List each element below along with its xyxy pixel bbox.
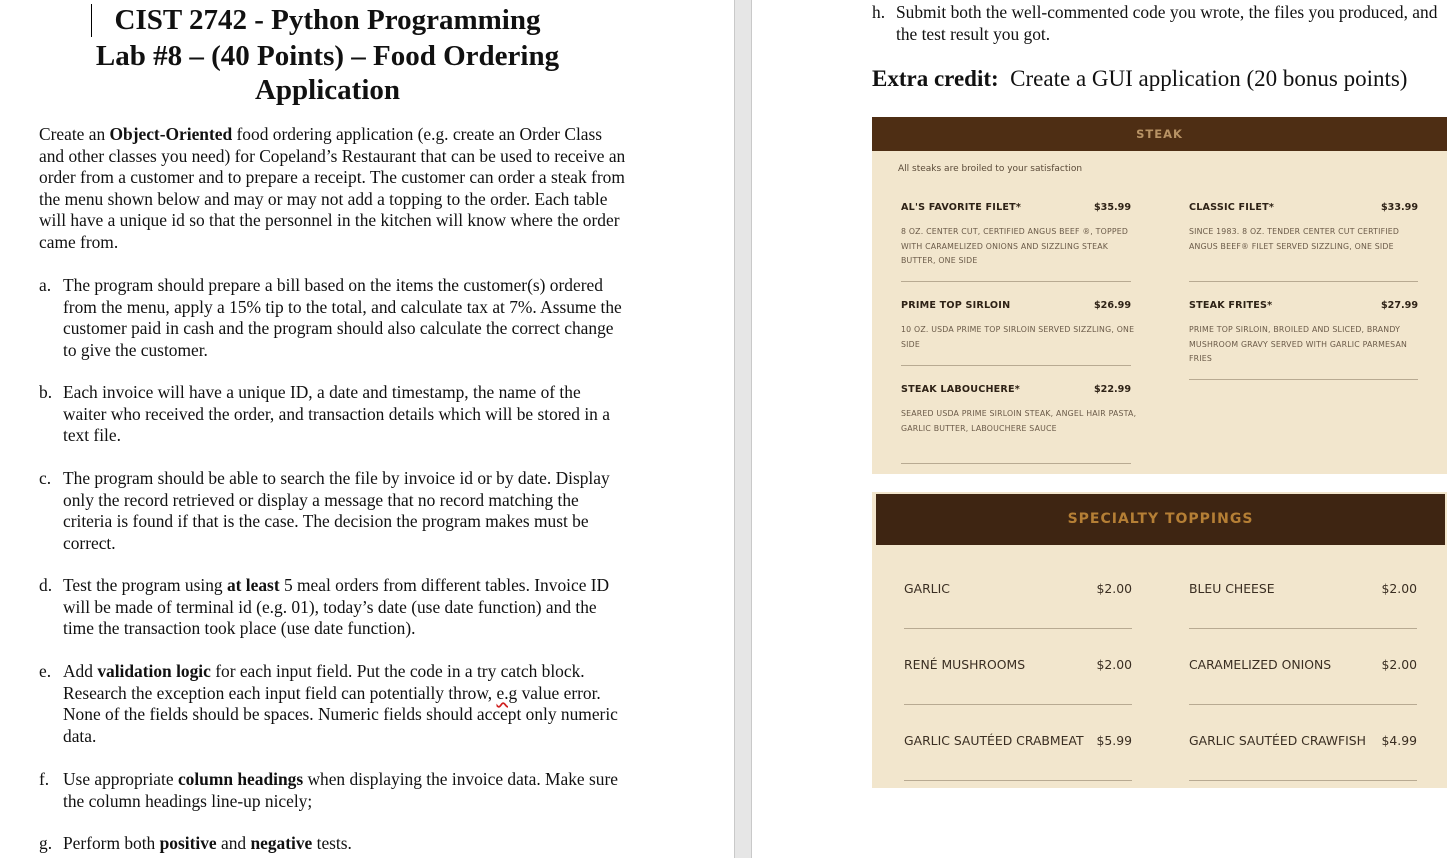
list-text: Use appropriate column headings when displaying the invoice data. Make sure the column headings line-up nicely;: [63, 769, 618, 811]
page-gutter: [734, 0, 752, 858]
topping-price: $4.99: [1381, 733, 1417, 748]
topping-name: BLEU CHEESE: [1189, 581, 1275, 596]
extra-credit-line: Extra credit: Create a GUI application (20 bonus points): [872, 66, 1408, 91]
topping-price: $2.00: [1381, 657, 1417, 672]
list-letter: a.: [39, 275, 52, 295]
menu-divider: [904, 780, 1132, 781]
menu-item-desc: PRIME TOP SIRLOIN, BROILED AND SLICED, BRANDY MUSHROOM GRAVY SERVED WITH GARLIC PARMESAN FRIES: [1189, 325, 1408, 363]
list-text: The program should be able to search the file by invoice id or by date. Display only the record retrieved or display a message that no record matching the criteria is found if that is the case. The decision the program makes must be correct.: [63, 468, 610, 553]
topping-price: $2.00: [1096, 657, 1132, 672]
menu-item-desc: 8 OZ. CENTER CUT, CERTIFIED ANGUS BEEF ®, TOPPED WITH CARAMELIZED ONIONS AND SIZZLING STEAK BUTTER, ONE SIDE: [901, 227, 1129, 265]
menu-divider: [904, 704, 1132, 705]
menu-divider: [904, 628, 1132, 629]
list-letter: c.: [39, 468, 52, 488]
list-letter: b.: [39, 382, 53, 402]
steak-menu-note: All steaks are broiled to your satisfaction: [898, 164, 1083, 174]
intro-paragraph: Create an Object-Oriented food ordering application (e.g. create an Order Class and other classes you need) for Copeland’s Restaurant that can be used to receive an order from a customer and to prepare a receipt. The customer can order a steak from the menu shown below and may or may not add a topping to the order. Each table will have a unique id so that the personnel in the kitchen will know where the order came from.: [39, 124, 626, 252]
list-text: Submit both the well-commented code you wrote, the files you produced, and the test result you got.: [896, 2, 1438, 44]
list-letter: e.: [39, 661, 52, 681]
menu-divider: [1189, 628, 1417, 629]
list-letter: f.: [39, 769, 50, 789]
menu-item-name: PRIME TOP SIRLOIN: [901, 300, 1011, 311]
menu-item-price: $35.99: [1093, 202, 1131, 213]
topping-price: $5.99: [1096, 733, 1132, 748]
steak-menu-title: STEAK: [1136, 127, 1183, 141]
menu-divider: [1189, 780, 1417, 781]
doc-title-line1: CIST 2742 - Python Programming: [114, 4, 541, 36]
menu-divider: [1189, 379, 1418, 380]
menu-item-desc: SINCE 1983. 8 OZ. TENDER CENTER CUT CERTIFIED ANGUS BEEF® FILET SERVED SIZZLING, ONE SIDE: [1189, 227, 1400, 251]
menu-divider: [1189, 704, 1417, 705]
steak-menu-image: [872, 117, 1447, 474]
list-letter: h.: [872, 2, 886, 22]
menu-divider: [901, 281, 1131, 282]
menu-divider: [901, 365, 1131, 366]
topping-name: GARLIC: [904, 581, 950, 596]
topping-price: $2.00: [1381, 581, 1417, 596]
topping-name: CARAMELIZED ONIONS: [1189, 657, 1332, 672]
menu-item-name: STEAK FRITES*: [1189, 300, 1273, 311]
menu-item-name: CLASSIC FILET*: [1189, 202, 1275, 213]
topping-name: GARLIC SAUTÉED CRAWFISH: [1189, 733, 1366, 748]
list-text: Each invoice will have a unique ID, a date and timestamp, the name of the waiter who received the order, and transaction details which will be stored in a text file.: [63, 382, 610, 446]
list-text: Add validation logic for each input field. Put the code in a try catch block. Research the exception each input field can potentially throw, e.g value error. None of the fields should be spaces. Numeric fields should accept only numeric data.: [63, 661, 618, 746]
topping-name: RENÉ MUSHROOMS: [904, 657, 1026, 672]
menu-item-price: $33.99: [1380, 202, 1418, 213]
menu-item-name: AL'S FAVORITE FILET*: [901, 202, 1022, 213]
menu-divider: [901, 463, 1131, 464]
list-text: Test the program using at least 5 meal orders from different tables. Invoice ID will be made of terminal id (e.g. 01), today’s date (use date function) and the time the transaction took place (use date function).: [63, 575, 610, 639]
menu-item-desc: SEARED USDA PRIME SIRLOIN STEAK, ANGEL HAIR PASTA, GARLIC BUTTER, LABOUCHERE SAUCE: [901, 409, 1137, 433]
doc-title-line3: Application: [254, 74, 401, 106]
list-letter: g.: [39, 833, 53, 853]
list-text: The program should prepare a bill based on the items the customer(s) ordered from the menu, apply a 15% tip to the total, and calculate tax at 7%. Assume the customer paid in cash and the program should also calculate the correct change to give the customer.: [63, 275, 622, 360]
menu-item-desc: 10 OZ. USDA PRIME TOP SIRLOIN SERVED SIZZLING, ONE SIDE: [901, 325, 1135, 349]
topping-price: $2.00: [1096, 581, 1132, 596]
menu-item-name: STEAK LABOUCHERE*: [901, 384, 1020, 395]
menu-item-price: $26.99: [1093, 300, 1131, 311]
spelling-error-mark[interactable]: e.g: [496, 682, 518, 703]
doc-title-line2: Lab #8 – (40 Points) – Food Ordering: [95, 40, 560, 72]
toppings-title: SPECIALTY TOPPINGS: [1067, 511, 1254, 527]
toppings-menu-image: [872, 492, 1447, 788]
list-letter: d.: [39, 575, 53, 595]
menu-divider: [1189, 281, 1418, 282]
menu-item-price: $22.99: [1093, 384, 1131, 395]
menu-item-price: $27.99: [1380, 300, 1418, 311]
list-text: Perform both positive and negative tests.: [63, 833, 352, 853]
topping-name: GARLIC SAUTÉED CRABMEAT: [904, 733, 1084, 748]
